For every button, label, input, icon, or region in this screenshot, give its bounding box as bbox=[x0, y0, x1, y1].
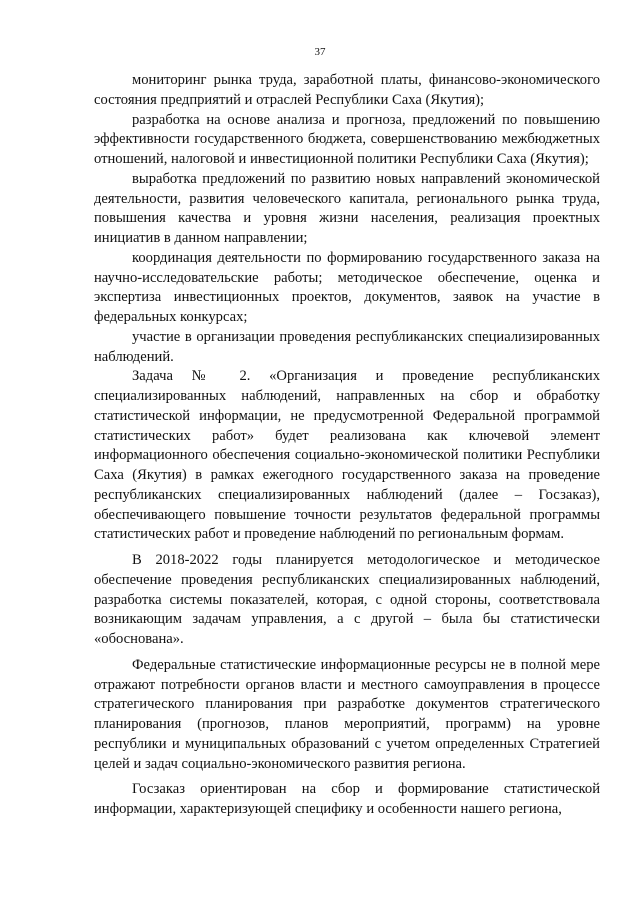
paragraph-task-2: Задача № 2. «Организация и проведение республиканских специализированных наблюдений, направленных на сбор и обработку статистической информации, не предусмотренной Федеральной программой статистических работ» будет реализована как ключевой элемент информационного обеспечения социально-экономической политики Республики Саха (Якутия) в рамках ежегодного государственного заказа на проведение республиканских специализированных наблюдений (далее – Госзаказ), обеспечивающего повышение точности результатов федеральной программы статистических работ и проведение наблюдений по региональным формам. bbox=[94, 368, 600, 543]
page-number: 37 bbox=[314, 46, 326, 58]
paragraph-new-directions: выработка предложений по развитию новых направлений экономической деятельности, развития человеческого капитала, регионального рынка труда, повышения качества и уровня жизни населения, реализация проектных инициатив в данном направлении; bbox=[94, 170, 600, 246]
paragraph-budget-analysis: разработка на основе анализа и прогноза, предложений по повышению эффективности государственного бюджета, совершенствованию межбюджетных отношений, налоговой и инвестиционной политики Республики Саха (Якутия); bbox=[94, 111, 600, 167]
document-body bbox=[94, 71, 600, 820]
paragraph-goszakaz: Госзаказ ориентирован на сбор и формирование статистической информации, характеризующей специфику и особенности нашего региона, bbox=[94, 781, 600, 817]
paragraph-participation: участие в организации проведения республиканских специализированных наблюдений. bbox=[94, 328, 600, 365]
paragraph-federal-resources: Федеральные статистические информационные ресурсы не в полной мере отражают потребности органов власти и местного самоуправления в процессе стратегического планирования при разработке документов стратегического планирования (прогнозов, планов мероприятий, программ) на уровне республики и муниципальных образований с учетом определенных Стратегией целей и задач социально-экономического развития региона. bbox=[94, 656, 600, 772]
paragraph-coordination: координация деятельности по формированию государственного заказа на научно-исследовательские работы; методическое обеспечение, оценка и экспертиза инвестиционных проектов, документов, заявок на участие в федеральных конкурсах; bbox=[94, 249, 600, 325]
paragraph-monitoring: мониторинг рынка труда, заработной платы, финансово-экономического состояния предприятий и отраслей Республики Саха (Якутия); bbox=[94, 72, 600, 108]
paragraph-2018-2022: В 2018-2022 годы планируется методологическое и методическое обеспечение проведения республиканских специализированных наблюдений, разработка системы показателей, которая, с одной стороны, соответствовала возникающим задачам управления, а с другой – была бы статистически «обоснована». bbox=[94, 552, 600, 647]
